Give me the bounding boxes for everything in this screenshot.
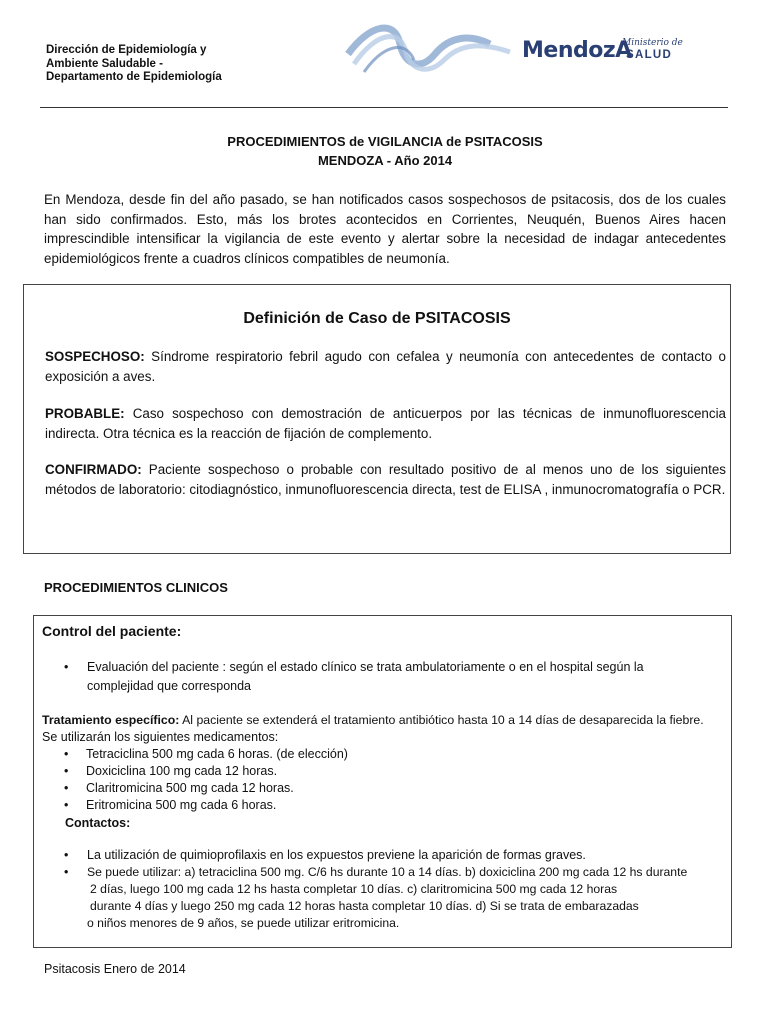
tratamiento-line: [42, 712, 732, 729]
def-probable: [45, 404, 726, 444]
sospechoso-text: Síndrome respiratorio febril agudo con cefalea y neumonía con antecedentes de contacto o exposición a aves.: [45, 349, 726, 384]
bullet-icon: •: [64, 660, 69, 674]
bullet-icon: •: [64, 764, 69, 778]
med-text: Claritromicina 500 mg cada 12 horas.: [86, 781, 294, 795]
bullet-icon: •: [64, 781, 69, 795]
dept-line-3: Departamento de Epidemiología: [46, 71, 222, 83]
definition-title: Definición de Caso de PSITACOSIS: [243, 310, 511, 327]
page-footer: Psitacosis Enero de 2014: [44, 962, 186, 976]
sospechoso-label: SOSPECHOSO:: [45, 349, 145, 364]
contact-1-text: La utilización de quimioprofilaxis en los expuestos previene la aparición de formas graves.: [87, 848, 586, 862]
probable-label: PROBABLE:: [45, 406, 125, 421]
contact-2-line-1: Se puede utilizar: a) tetraciclina 500 mg. C/6 hs durante 10 a 14 días. b) doxiciclina 200 mg cada 12 hs durante: [87, 865, 688, 879]
probable-text: Caso sospechoso con demostración de anticuerpos por las técnicas de inmunofluorescencia indirecta. Otra técnica es la reacción de fijación de complemento.: [45, 406, 726, 441]
logo-ministerio: Ministerio de: [622, 38, 683, 48]
med-text: Tetraciclina 500 mg cada 6 horas. (de elección): [86, 747, 348, 761]
bullet-icon: •: [64, 848, 69, 862]
def-confirmado: [45, 460, 726, 500]
meds-intro: Se utilizarán los siguientes medicamentos:: [42, 730, 279, 744]
procedures-title: PROCEDIMIENTOS CLINICOS: [44, 580, 228, 595]
confirmado-text: Paciente sospechoso o probable con resultado positivo de al menos uno de los siguientes métodos de laboratorio: citodiagnóstico, inmunofluorescencia directa, test de ELISA , inmunocromatografía o PCR.: [45, 462, 726, 497]
header-divider: [40, 107, 728, 108]
tratamiento-label: Tratamiento específico:: [42, 713, 180, 727]
department-header: [46, 44, 276, 85]
contact-2-line-2: 2 días, luego 100 mg cada 12 hs hasta completar 10 días. c) claritromicina 500 mg cada 12 horas: [90, 882, 618, 896]
dept-line-2: Ambiente Saludable -: [46, 57, 163, 70]
def-sospechoso: [45, 347, 726, 387]
eval-line-1: Evaluación del paciente : según el estado clínico se trata ambulatoriamente o en el hospital según la: [87, 660, 644, 674]
eval-line-2: complejidad que corresponda: [87, 679, 251, 693]
bullet-icon: •: [64, 865, 69, 879]
contact-2-line-3: durante 4 días y luego 250 mg cada 12 horas hasta completar 10 días. d) Si se trata de embarazadas: [90, 899, 639, 913]
bullet-icon: •: [64, 747, 69, 761]
med-text: Eritromicina 500 mg cada 6 horas.: [86, 798, 277, 812]
intro-paragraph: En Mendoza, desde fin del año pasado, se han notificados casos sospechosos de psitacosis, dos de los cuales han sido confirmados. Esto, más los brotes acontecidos en Corrientes, Neuquén, Buenos Aires hacen imprescindible intensificar la vigilancia de este evento y alertar sobre la necesidad de indagar antecedentes epidemiológicos frente a cuadros clínicos compatibles de neumonía.: [44, 192, 726, 266]
contactos-title: Contactos:: [65, 816, 131, 830]
tratamiento-text: Al paciente se extenderá el tratamiento antibiótico hasta 10 a 14 días de desaparecida la fiebre.: [179, 713, 704, 727]
doc-title-line-1: PROCEDIMIENTOS de VIGILANCIA de PSITACOSIS: [227, 134, 543, 149]
doc-title-line-2: MENDOZA - Año 2014: [317, 153, 453, 168]
bullet-icon: •: [64, 798, 69, 812]
control-title: Control del paciente:: [42, 623, 182, 639]
med-text: Doxiciclina 100 mg cada 12 horas.: [86, 764, 278, 778]
logo-mendoza: MendozA: [522, 38, 632, 63]
wave-logo-graphic: [340, 14, 520, 82]
confirmado-label: CONFIRMADO:: [45, 462, 142, 477]
contact-2-line-4: o niños menores de 9 años, se puede utilizar eritromicina.: [87, 916, 400, 930]
dept-line-1: Dirección de Epidemiología y: [46, 44, 207, 56]
logo-salud: SALUD: [626, 49, 673, 61]
